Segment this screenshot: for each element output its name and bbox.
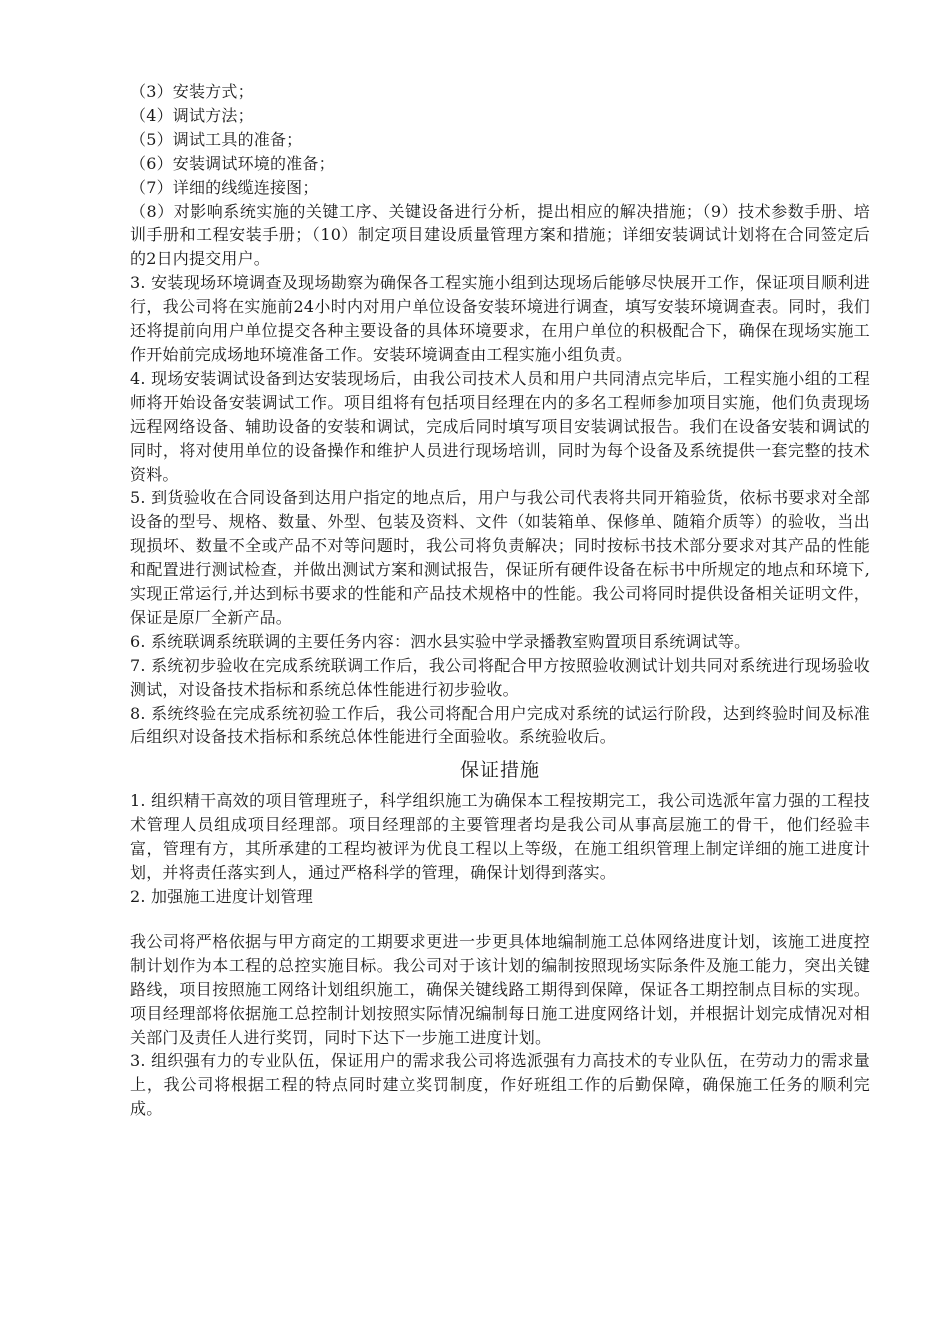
document-page — [130, 80, 870, 1121]
paragraph-delivery-acceptance: 5. 到货验收在合同设备到达用户指定的地点后，用户与我公司代表将共同开箱验货，依标书要求对全部设备的型号、规格、数量、外型、包装及资料、文件（如装箱单、保修单、随箱介质等）的验收，当出现损坏、数量不全或产品不对等问题时，我公司将负责解决；同时按标书技术部分要求对其产品的性能和配置进行测试检查，并做出测试方案和测试报告，保证所有硬件设备在标书中所规定的地点和环境下,实现正常运行,并达到标书要求的性能和产品技术规格中的性能。我公司将同时提供设备相关证明文件，保证是原厂全新产品。 — [130, 488, 870, 627]
list-item-installation-method: （3）安装方式； — [130, 82, 254, 101]
paragraph-site-survey: 3. 安装现场环境调查及现场勘察为确保各工程实施小组到达现场后能够尽快展开工作，保证项目顺利进行，我公司将在实施前24小时内对用户单位设备安装环境进行调查，填写安装环境调查表。同时，我们还将提前向用户单位提交各种主要设备的具体环境要求，在用户单位的积极配合下，确保在现场实施工作开始前完成场地环境准备工作。安装环境调查由工程实施小组负责。 — [130, 273, 870, 364]
paragraph-onsite-installation: 4. 现场安装调试设备到达安装现场后，由我公司技术人员和用户共同清点完毕后，工程实施小组的工程师将开始设备安装调试工作。项目组将有包括项目经理在内的多名工程师参加项目实施，他们负责现场远程网络设备、辅助设备的安装和调试，完成后同时填写项目安装调试报告。我们在设备安装和调试的同时，将对使用单位的设备操作和维护人员进行现场培训，同时为每个设备及系统提供一套完整的技术资料。 — [130, 368, 870, 484]
paragraph-schedule-heading: 2. 加强施工进度计划管理 — [130, 887, 313, 906]
list-item-key-process-analysis: （8）对影响系统实施的关键工序、关键设备进行分析，提出相应的解决措施；（9）技术参数手册、培训手册和工程安装手册；（10）制定项目建设质量管理方案和措施；详细安装调试计划将在合同签定后的2日内提交用户。 — [130, 201, 870, 269]
paragraph-final-acceptance: 8. 系统终验在完成系统初验工作后，我公司将配合用户完成对系统的试运行阶段，达到终验时间及标准后组织对设备技术指标和系统总体性能进行全面验收。系统验收后。 — [130, 703, 870, 747]
paragraph-professional-team: 3. 组织强有力的专业队伍，保证用户的需求我公司将选派强有力高技术的专业队伍，在劳动力的需求量上，我公司将根据工程的特点同时建立奖罚制度，作好班组工作的后勤保障，确保施工任务的顺利完成。 — [130, 1051, 870, 1119]
paragraph-system-joint-debug: 6. 系统联调系统联调的主要任务内容：泗水县实验中学录播教室购置项目系统调试等。 — [130, 631, 751, 651]
list-item-debug-environment: （6）安装调试环境的准备； — [130, 153, 335, 173]
list-item-cable-diagram: （7）详细的线缆连接图； — [130, 177, 319, 197]
paragraph-schedule-detail: 我公司将严格依据与甲方商定的工期要求更进一步更具体地编制施工总体网络进度计划，该施工进度控制计划作为本工程的总控实施目标。我公司对于该计划的编制按照现场实际条件及施工能力，突出关键路线，项目按照施工网络计划组织施工，确保关键线路工期得到保障，保证各工期控制点目标的实现。项目经理部将依据施工总控制计划按照实际情况编制每日施工进度网络计划，并根据计划完成情况对相关部门及责任人进行奖罚，同时下达下一步施工进度计划。 — [130, 931, 870, 1047]
paragraph-preliminary-acceptance: 7. 系统初步验收在完成系统联调工作后，我公司将配合甲方按照验收测试计划共同对系统进行现场验收测试，对设备技术指标和系统总体性能进行初步验收。 — [130, 655, 870, 699]
section-title: 保证措施 — [459, 759, 540, 782]
blank-line — [130, 909, 870, 930]
list-item-debug-tools: （5）调试工具的准备； — [130, 129, 303, 149]
list-item-debug-method: （4）调试方法； — [130, 105, 254, 125]
paragraph-management-team: 1. 组织精干高效的项目管理班子，科学组织施工为确保本工程按期完工，我公司选派年富力强的工程技术管理人员组成项目经理部。项目经理部的主要管理者均是我公司从事高层施工的骨干，他们经验丰富，管理有方，其所承建的工程均被评为优良工程以上等级，在施工组织管理上制定详细的施工进度计划，并将责任落实到人，通过严格科学的管理，确保计划得到落实。 — [130, 791, 870, 883]
